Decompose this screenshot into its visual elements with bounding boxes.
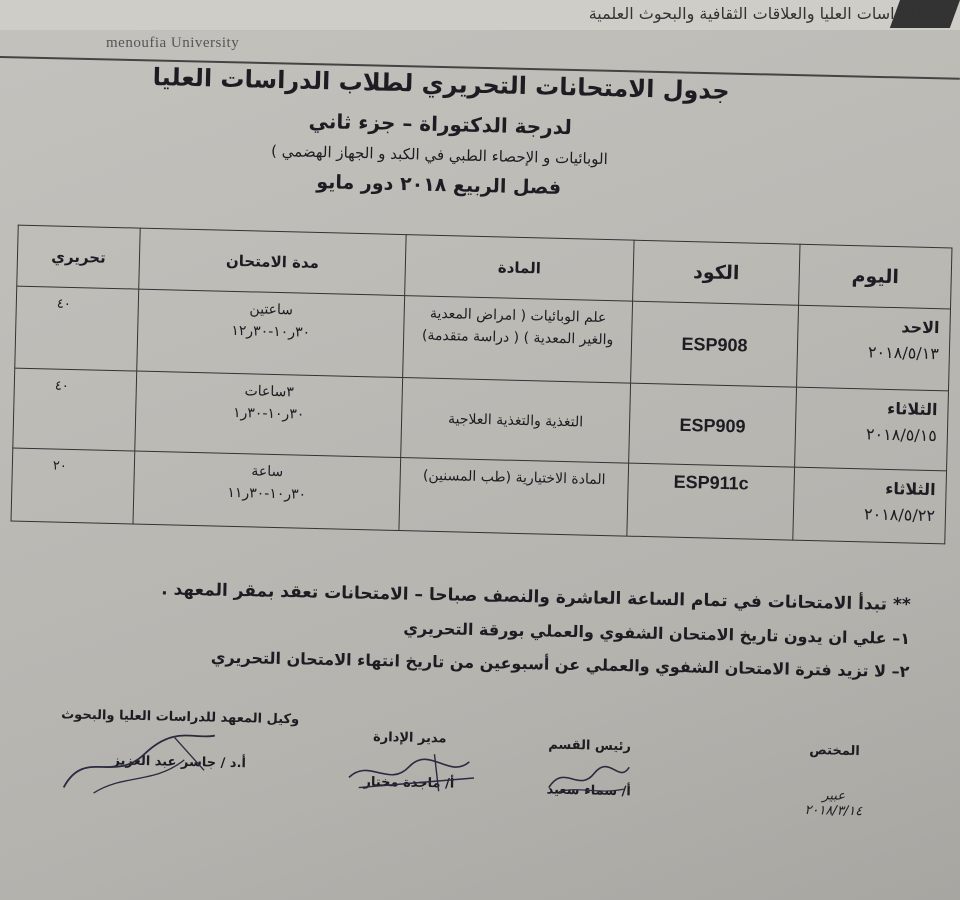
header-written: تحريري <box>17 225 140 289</box>
signature-name: أ/ ماجدة مختار <box>363 774 455 792</box>
day-name: الثلاثاء <box>886 398 938 420</box>
header-day: اليوم <box>799 244 952 309</box>
signature-dept-head <box>534 737 645 799</box>
written-marks: ٤٠ <box>15 286 139 371</box>
subject-name: التغذية والتغذية العلاجية <box>401 378 631 464</box>
title-block <box>149 63 732 203</box>
duration-text: ساعتين <box>249 301 294 319</box>
duration-cell <box>137 289 405 377</box>
signature-dean-deputy <box>34 707 325 773</box>
course-code: ESP911c <box>627 463 795 540</box>
header-duration: مدة الامتحان <box>139 228 406 295</box>
header-code: الكود <box>633 240 800 305</box>
written-marks: ٤٠ <box>13 368 137 451</box>
handwritten-signature <box>339 747 480 795</box>
day-cell <box>793 467 947 544</box>
header-institution: الدراسات العليا والعلاقات الثقافية والبحوث العلمية <box>588 4 920 23</box>
duration-cell <box>133 451 401 530</box>
degree-title: لدرجة الدكتوراة – جزء ثاني <box>308 108 573 140</box>
signature-name: أ/ سماء سعيد <box>546 782 631 800</box>
signature-reviewer <box>778 742 890 819</box>
course-code: ESP908 <box>631 301 799 387</box>
signature-title: المختص <box>809 743 860 760</box>
signatures-section <box>13 706 935 845</box>
notes-section <box>39 577 911 695</box>
handwritten-signature <box>53 727 224 801</box>
exam-date: ٢٠١٨/٥/١٣ <box>867 342 940 364</box>
exam-time: ٣٠ر١٠-٣٠ر١١ <box>227 484 307 503</box>
day-cell <box>797 305 951 391</box>
note-item: ٢– لا تزيد فترة الامتحان الشفوي والعملي عن أسبوعين من تاريخ انتهاء الامتحان التحريري <box>210 647 910 682</box>
department-title: الوبائيات و الإحصاء الطبي في الكبد و الجهاز الهضمي ) <box>270 141 608 169</box>
duration-text: ساعة <box>251 463 284 481</box>
signature-title: مدير الإدارة <box>372 729 447 747</box>
document-title: جدول الامتحانات التحريري لطلاب الدراسات العليا <box>152 62 730 106</box>
day-name: الثلاثاء <box>884 478 936 500</box>
subject-name: المادة الاختيارية (طب المسنين) <box>399 458 629 537</box>
signature-name: عبير <box>822 788 846 804</box>
signature-date: ٢٠١٨/٣/١٤ <box>804 802 863 820</box>
course-code: ESP909 <box>629 383 797 467</box>
header-subject: المادة <box>405 235 634 302</box>
day-cell <box>795 387 949 471</box>
signature-name: أ.د / جاسر عبد العزيز <box>112 753 247 772</box>
signature-admin-director <box>334 729 485 792</box>
exam-date: ٢٠١٨/٥/١٥ <box>865 424 938 446</box>
exam-date: ٢٠١٨/٥/٢٢ <box>863 504 936 526</box>
handwritten-signature <box>544 757 635 799</box>
signature-title: رئيس القسم <box>548 737 632 755</box>
duration-cell <box>135 371 403 457</box>
exam-time: ٣٠ر١٠-٣٠ر١٢ <box>231 322 311 341</box>
written-marks: ٢٠ <box>11 448 135 524</box>
signature-title: وكيل المعهد للدراسات العليا والبحوث <box>61 707 300 728</box>
duration-text: ٣ساعات <box>244 383 295 401</box>
exam-schedule-table <box>11 225 953 545</box>
exam-time: ٣٠ر١٠-٣٠ر١ <box>232 404 305 423</box>
header-university: menoufia University <box>106 35 240 51</box>
note-general: ** تبدأ الامتحانات في تمام الساعة العاشرة والنصف صباحا – الامتحانات تعقد بمقر المعهد . <box>160 579 911 616</box>
day-name: الاحد <box>901 317 940 338</box>
subject-name: علم الوبائيات ( امراض المعدية والغير المعدية ) ( دراسة متقدمة) <box>403 296 633 384</box>
term-title: فصل الربيع ٢٠١٨ دور مايو <box>316 170 562 199</box>
note-item: ١– علي ان يدون تاريخ الامتحان الشفوي والعملي بورقة التحريري <box>403 618 911 649</box>
